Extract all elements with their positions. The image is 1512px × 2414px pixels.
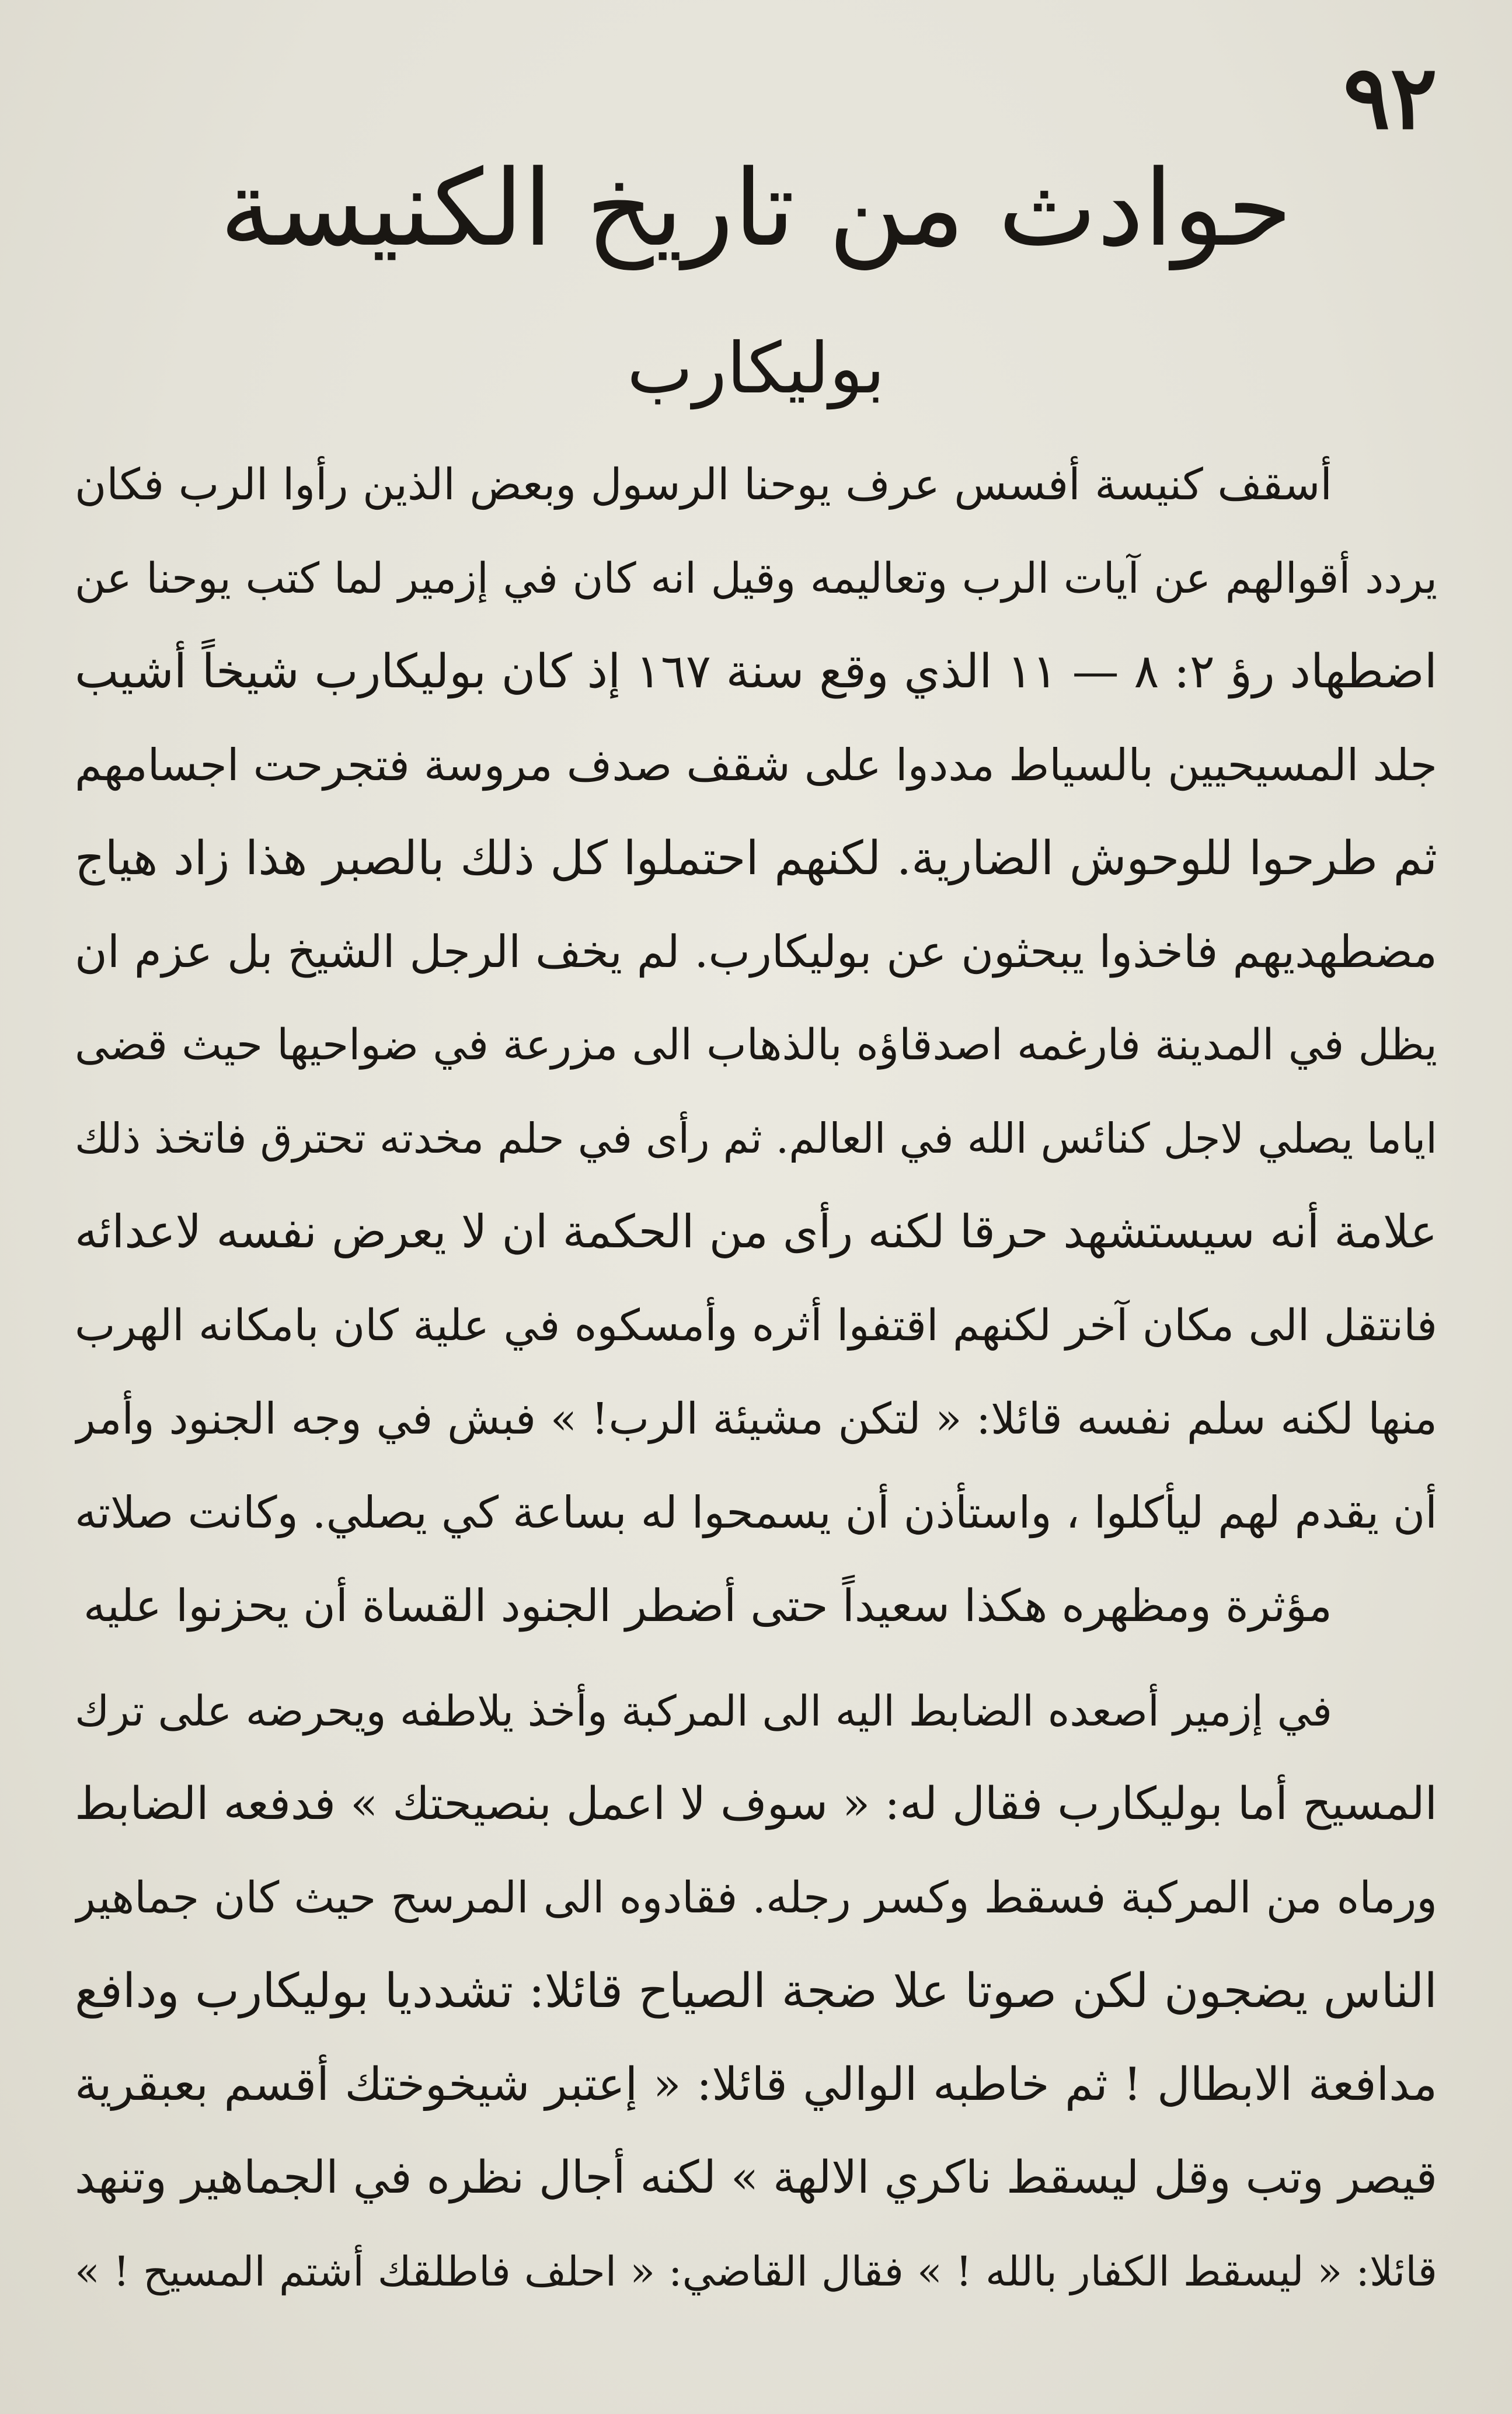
text-line: اضطهاد رؤ ٢: ٨ — ١١ الذي وقع سنة ١٦٧ إذ كان بوليكارب شيخاً أشيب	[75, 644, 1437, 698]
text-line: يظل في المدينة فارغمه اصدقاؤه بالذهاب الى مزرعة في ضواحيها حيث قضى	[75, 1020, 1437, 1070]
text-line: قيصر وتب وقل ليسقط ناكري الالهة » لكنه أجال نظره في الجماهير وتنهد	[75, 2152, 1437, 2204]
text-line: مدافعة الابطال ! ثم خاطبه الوالي قائلا: « إعتبر شيخوختك أقسم بعبقرية	[75, 2058, 1437, 2111]
paragraph-2	[75, 1664, 1437, 2318]
paragraph-1	[75, 438, 1437, 1653]
text-line: أن يقدم لهم ليأكلوا ، واستأذن أن يسمحوا له بساعة كي يصلي. وكانت صلاته	[75, 1487, 1437, 1538]
section-title: بوليكارب	[627, 328, 885, 409]
text-line: علامة أنه سيستشهد حرقا لكنه رأى من الحكمة ان لا يعرض نفسه لاعدائه	[75, 1206, 1437, 1258]
text-line: فانتقل الى مكان آخر لكنهم اقتفوا أثره وأمسكوه في علية كان بامكانه الهرب	[75, 1300, 1437, 1351]
text-line: مضطهديهم فاخذوا يبحثون عن بوليكارب. لم يخف الرجل الشيخ بل عزم ان	[75, 926, 1437, 978]
text-line: المسيح أما بوليكارب فقال له: « سوف لا اعمل بنصيحتك » فدفعه الضابط	[75, 1778, 1437, 1830]
text-line: يردد أقوالهم عن آيات الرب وتعاليمه وقيل انه كان في إزمير لما كتب يوحنا عن	[75, 554, 1437, 603]
text-line: جلد المسيحيين بالسياط مددوا على شقف صدف مروسة فتجرحت اجسامهم	[75, 739, 1437, 791]
text-line: الناس يضجون لكن صوتا علا ضجة الصياح قائلا: تشدديا بوليكارب ودافع	[75, 1964, 1437, 2019]
text-line: مؤثرة ومظهره هكذا سعيداً حتى أضطر الجنود القساة أن يحزنوا عليه	[83, 1580, 1332, 1632]
text-line: اياما يصلي لاجل كنائس الله في العالم. ثم رأى في حلم مخدته تحترق فاتخذ ذلك	[75, 1114, 1437, 1163]
text-line: قائلا: « ليسقط الكفار بالله ! » فقال القاضي: « احلف فاطلقك أشتم المسيح ! »	[75, 2248, 1437, 2295]
chapter-title: حوادث من تاريخ الكنيسة	[220, 148, 1292, 270]
page-number: ٩٢	[1343, 46, 1437, 149]
text-line: ثم طرحوا للوحوش الضارية. لكنهم احتملوا كل ذلك بالصبر هذا زاد هياج	[75, 831, 1437, 885]
body-text	[75, 438, 1437, 2318]
text-line: منها لكنه سلم نفسه قائلا: « لتكن مشيئة الرب! » فبش في وجه الجنود وأمر	[75, 1394, 1437, 1444]
text-line: أسقف كنيسة أفسس عرف يوحنا الرسول وبعض الذين رأوا الرب فكان	[75, 460, 1332, 510]
text-line: ورماه من المركبة فسقط وكسر رجله. فقادوه الى المرسح حيث كان جماهير	[75, 1873, 1437, 1923]
text-line: في إزمير أصعده الضابط اليه الى المركبة وأخذ يلاطفه ويحرضه على ترك	[75, 1686, 1332, 1735]
